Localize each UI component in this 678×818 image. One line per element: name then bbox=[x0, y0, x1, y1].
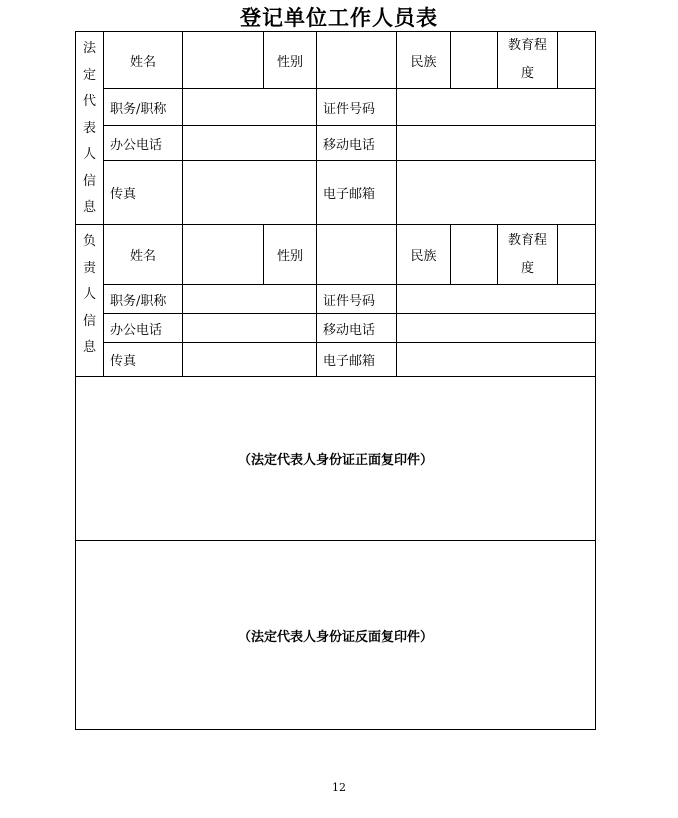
id-front-copy-area[interactable] bbox=[76, 377, 596, 541]
legal-rep-position-field[interactable] bbox=[183, 89, 317, 126]
responsible-row-4 bbox=[76, 343, 596, 377]
legal-rep-ethnicity-field[interactable] bbox=[451, 32, 498, 89]
responsible-email-label: 电子邮箱 bbox=[317, 343, 397, 377]
responsible-position-label: 职务/职称 bbox=[104, 285, 183, 314]
responsible-education-label: 教育程 度 bbox=[498, 225, 558, 285]
legal-rep-name-field[interactable] bbox=[183, 32, 264, 89]
responsible-fax-field[interactable] bbox=[183, 343, 317, 377]
id-back-caption: （法定代表人身份证反面复印件） bbox=[237, 629, 433, 645]
responsible-education-field[interactable] bbox=[558, 225, 596, 285]
id-front-caption: （法定代表人身份证正面复印件） bbox=[237, 453, 433, 468]
responsible-section-label: 负 责 人 信 息 bbox=[76, 225, 104, 377]
legal-rep-name-label: 姓名 bbox=[104, 32, 183, 89]
responsible-position-field[interactable] bbox=[183, 285, 317, 314]
staff-registration-table bbox=[75, 31, 596, 730]
legal-rep-ethnicity-label: 民族 bbox=[397, 32, 451, 89]
legal-rep-education-label: 教育程 度 bbox=[498, 32, 558, 89]
responsible-mobile-phone-field[interactable] bbox=[397, 314, 596, 343]
legal-rep-fax-field[interactable] bbox=[183, 161, 317, 225]
responsible-mobile-phone-label: 移动电话 bbox=[317, 314, 397, 343]
responsible-name-field[interactable] bbox=[183, 225, 264, 285]
responsible-ethnicity-field[interactable] bbox=[451, 225, 498, 285]
legal-rep-row-1 bbox=[76, 32, 596, 89]
legal-rep-education-field[interactable] bbox=[558, 32, 596, 89]
responsible-row-3 bbox=[76, 314, 596, 343]
responsible-office-phone-label: 办公电话 bbox=[104, 314, 183, 343]
id-front-row bbox=[76, 377, 596, 541]
legal-rep-gender-label: 性别 bbox=[264, 32, 317, 89]
responsible-id-number-label: 证件号码 bbox=[317, 285, 397, 314]
id-back-row bbox=[76, 541, 596, 730]
responsible-row-2 bbox=[76, 285, 596, 314]
legal-rep-gender-field[interactable] bbox=[317, 32, 397, 89]
legal-rep-section-label: 法 定 代 表 人 信 息 bbox=[76, 32, 104, 225]
responsible-id-number-field[interactable] bbox=[397, 285, 596, 314]
responsible-ethnicity-label: 民族 bbox=[397, 225, 451, 285]
responsible-office-phone-field[interactable] bbox=[183, 314, 317, 343]
legal-rep-mobile-phone-field[interactable] bbox=[397, 126, 596, 161]
responsible-row-1 bbox=[76, 225, 596, 285]
legal-rep-id-number-label: 证件号码 bbox=[317, 89, 397, 126]
page-number: 12 bbox=[332, 781, 346, 794]
legal-rep-office-phone-field[interactable] bbox=[183, 126, 317, 161]
responsible-gender-field[interactable] bbox=[317, 225, 397, 285]
legal-rep-row-3 bbox=[76, 126, 596, 161]
legal-rep-row-2 bbox=[76, 89, 596, 126]
legal-rep-office-phone-label: 办公电话 bbox=[104, 126, 183, 161]
legal-rep-email-field[interactable] bbox=[397, 161, 596, 225]
legal-rep-fax-label: 传真 bbox=[104, 161, 183, 225]
responsible-gender-label: 性别 bbox=[264, 225, 317, 285]
legal-rep-email-label: 电子邮箱 bbox=[317, 161, 397, 225]
page-title: 登记单位工作人员表 bbox=[240, 6, 438, 30]
legal-rep-position-label: 职务/职称 bbox=[104, 89, 183, 126]
legal-rep-row-4 bbox=[76, 161, 596, 225]
responsible-fax-label: 传真 bbox=[104, 343, 183, 377]
id-back-copy-area[interactable] bbox=[76, 541, 596, 730]
responsible-email-field[interactable] bbox=[397, 343, 596, 377]
responsible-name-label: 姓名 bbox=[104, 225, 183, 285]
legal-rep-mobile-phone-label: 移动电话 bbox=[317, 126, 397, 161]
legal-rep-id-number-field[interactable] bbox=[397, 89, 596, 126]
